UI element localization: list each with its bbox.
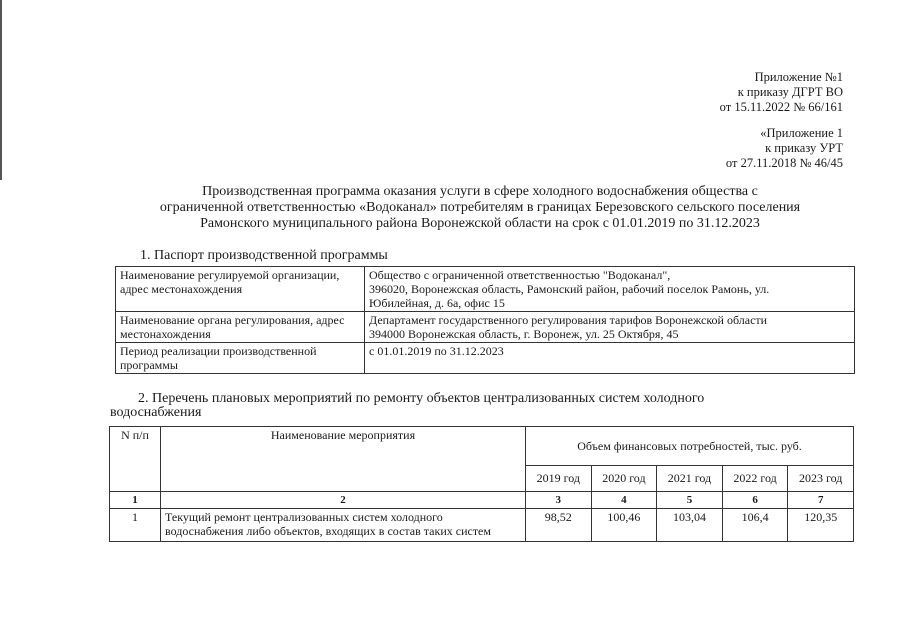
appendix-reference-current xyxy=(720,70,843,115)
passport-value-line: Департамент государственного регулирования тарифов Воронежской области xyxy=(369,313,768,327)
appendix-reference-original xyxy=(726,126,843,171)
passport-key: Наименование органа регулирования, адрес местонахождения xyxy=(116,312,365,343)
passport-value-line: 394000 Воронежская область, г. Воронеж, ул. 25 Октября, 45 xyxy=(369,327,679,341)
passport-key: Наименование регулируемой организации, адрес местонахождения xyxy=(116,267,365,312)
title-line: ограниченной ответственностью «Водоканал» потребителям в границах Березовского сельского поселения xyxy=(159,200,801,215)
column-index: 4 xyxy=(591,492,657,509)
year-header: 2019 год xyxy=(526,465,592,491)
passport-value xyxy=(365,312,855,343)
measure-value: 100,46 xyxy=(591,509,657,542)
passport-value xyxy=(365,267,855,312)
passport-value-line: Юбилейная, д. 6а, офис 15 xyxy=(369,296,505,310)
appendix-line: к приказу ДГРТ ВО xyxy=(737,85,843,99)
passport-value-line: 396020, Воронежская область, Рамонский район, рабочий поселок Рамонь, ул. xyxy=(369,282,770,296)
section-2-heading-line: водоснабжения xyxy=(110,405,202,420)
measure-value: 120,35 xyxy=(788,509,854,542)
column-index: 2 xyxy=(161,492,526,509)
appendix-line: от 15.11.2022 № 66/161 xyxy=(719,100,843,114)
column-index: 5 xyxy=(657,492,723,509)
year-header: 2021 год xyxy=(657,465,723,491)
section-1-heading: 1. Паспорт производственной программы xyxy=(140,248,388,263)
passport-row xyxy=(116,343,855,374)
measures-header-row xyxy=(110,427,854,466)
passport-table xyxy=(115,266,855,374)
passport-row xyxy=(116,267,855,312)
measures-index-row xyxy=(110,492,854,509)
year-header: 2022 год xyxy=(722,465,788,491)
section-2-heading xyxy=(110,392,843,420)
year-header: 2023 год xyxy=(788,465,854,491)
column-index: 6 xyxy=(722,492,788,509)
row-number: 1 xyxy=(110,509,161,542)
title-line: Рамонского муниципального района Воронежской области на срок с 01.01.2019 по 31.12.2023 xyxy=(200,216,760,231)
passport-value-line: Общество с ограниченной ответственностью "Водоканал", xyxy=(369,268,671,282)
appendix-line: от 27.11.2018 № 46/45 xyxy=(725,156,843,170)
column-header-number: N п/п xyxy=(110,427,161,492)
passport-key: Период реализации производственной программы xyxy=(116,343,365,374)
year-header: 2020 год xyxy=(591,465,657,491)
table-row xyxy=(110,509,854,542)
section-2-heading-line: 2. Перечень плановых мероприятий по ремонту объектов централизованных систем холодного xyxy=(138,391,705,406)
appendix-line: «Приложение 1 xyxy=(760,126,843,140)
column-index: 3 xyxy=(526,492,592,509)
column-index: 7 xyxy=(788,492,854,509)
appendix-line: к приказу УРТ xyxy=(765,141,843,155)
measure-name: Текущий ремонт централизованных систем холодного водоснабжения либо объектов, входящих в состав таких систем xyxy=(161,509,526,542)
measure-value: 103,04 xyxy=(657,509,723,542)
document-title xyxy=(110,184,850,232)
passport-row xyxy=(116,312,855,343)
passport-value-line: с 01.01.2019 по 31.12.2023 xyxy=(369,344,504,358)
column-index: 1 xyxy=(110,492,161,509)
column-header-finance: Объем финансовых потребностей, тыс. руб. xyxy=(526,427,854,466)
measure-value: 98,52 xyxy=(526,509,592,542)
passport-value xyxy=(365,343,855,374)
column-header-name: Наименование мероприятия xyxy=(161,427,526,492)
measure-value: 106,4 xyxy=(722,509,788,542)
measures-table xyxy=(109,426,854,542)
appendix-line: Приложение №1 xyxy=(754,70,843,84)
scan-edge-line xyxy=(0,0,2,180)
title-line: Производственная программа оказания услуги в сфере холодного водоснабжения общества с xyxy=(202,184,758,199)
